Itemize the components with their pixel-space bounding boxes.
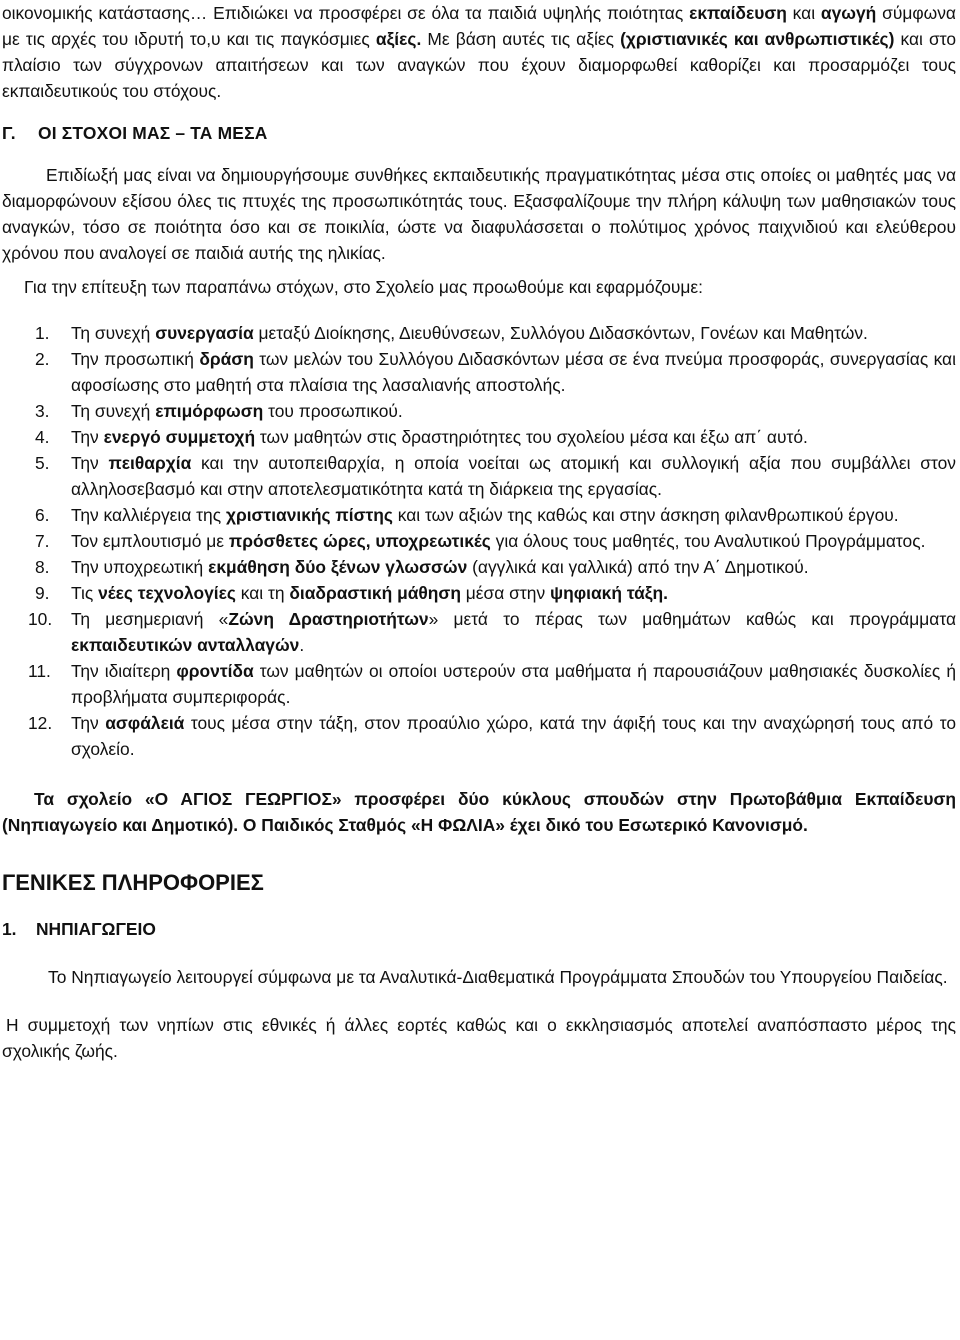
list-item: 7. Τον εμπλουτισμό με πρόσθετες ώρες, υποχρεωτικές για όλους τους μαθητές, του Αναλυτικού Προγράμματος. <box>2 528 956 554</box>
goals-paragraph: Επιδίωξή μας είναι να δημιουργήσουμε συνθήκες εκπαιδευτικής πραγματικότητας μέσα στις οποίες οι μαθητές μας να διαμορφώνουν εξίσου όλες τις πτυχές της προσωπικότητάς τους. Εξασφαλίζουμε την πλήρη κάλυψη των μαθησιακών τους αναγκών, τόσο σε ποιότητα όσο και σε ποικιλία, ώστε να διαφυλάσσεται ο πολύτιμος χρόνος παιχνιδιού και ελεύθερου χρόνου που αναλογεί σε παιδιά αυτής της ηλικίας. <box>2 165 956 263</box>
list-item: 2. Την προσωπική δράση των μελών του Συλλόγου Διδασκόντων μέσα σε ένα πνεύμα προσφοράς, συνεργασίας και αφοσίωσης στο μαθητή στα πλαίσια της λασαλιανής αποστολής. <box>2 346 956 398</box>
kindergarten-heading <box>2 916 956 942</box>
list-item-number: 6. <box>35 505 50 525</box>
intro-text: οικονομικής κατάστασης… Επιδιώκει να προσφέρει σε όλα τα παιδιά υψηλής ποιότητας <box>2 3 690 23</box>
intro-paragraph <box>2 0 956 104</box>
subsection-number: 1. <box>2 919 17 939</box>
section-letter: Γ. <box>2 123 16 143</box>
list-item: 8. Την υποχρεωτική εκμάθηση δύο ξένων γλωσσών (αγγλικά και γαλλικά) από την Α΄ Δημοτικού. <box>2 554 956 580</box>
kindergarten-paragraph: Το Νηπιαγωγείο λειτουργεί σύμφωνα με τα Αναλυτικά-Διαθεματικά Προγράμματα Σπουδών του Υπουργείου Παιδείας. <box>48 967 948 987</box>
goals-lead: Για την επίτευξη των παραπάνω στόχων, στο Σχολείο μας προωθούμε και εφαρμόζουμε: <box>24 277 703 297</box>
list-item-number: 9. <box>35 583 50 603</box>
list-item: 9. Τις νέες τεχνολογίες και τη διαδραστική μάθηση μέσα στην ψηφιακή τάξη. <box>2 580 956 606</box>
list-item-number: 4. <box>35 427 50 447</box>
list-item-number: 2. <box>35 349 50 369</box>
section-heading <box>2 120 956 146</box>
list-item-number: 11. <box>28 661 51 681</box>
list-item-number: 7. <box>35 531 50 551</box>
intro-text: σύμφωνα με τις αρχές του ιδρυτή το,υ και τις παγκόσμιες <box>2 3 956 49</box>
celebrations-paragraph: Η συμμετοχή των νηπίων στις εθνικές ή άλλες εορτές καθώς και ο εκκλησιασμός αποτελεί αναπόσπαστο μέρος της σχολικής ζωής. <box>2 1015 956 1061</box>
list-item-number: 3. <box>35 401 50 421</box>
intro-bold-values: αξίες. <box>375 29 422 49</box>
goals-list <box>2 320 956 762</box>
list-item: 5. Την πειθαρχία και την αυτοπειθαρχία, η οποία νοείται ως ατομική και συλλογική αξία που συμβάλλει στον αλληλοσεβασμό και στην αποτελεσματικότητα κατά τη διάρκεια της εργασίας. <box>2 450 956 502</box>
list-item-number: 12. <box>28 713 53 733</box>
intro-bold-upbringing: αγωγή <box>820 3 877 23</box>
intro-text: και <box>786 3 821 23</box>
list-item-number: 8. <box>35 557 50 577</box>
list-item: 10. Τη μεσημεριανή «Ζώνη Δραστηριοτήτων» μετά το πέρας των μαθημάτων καθώς και προγράμματα εκπαιδευτικών ανταλλαγών. <box>2 606 956 658</box>
list-item: 6. Την καλλιέργεια της χριστιανικής πίστης και των αξιών της καθώς και στην άσκηση φιλανθρωπικού έργου. <box>2 502 956 528</box>
list-item-number: 1. <box>35 323 50 343</box>
closing-paragraph: Τα σχολείο «Ο ΑΓΙΟΣ ΓΕΩΡΓΙΟΣ» προσφέρει δύο κύκλους σπουδών στην Πρωτοβάθμια Εκπαίδευση (Νηπιαγωγείο και Δημοτικό). Ο Παιδικός Σταθμός «Η ΦΩΛΙΑ» έχει δικό του Εσωτερικό Κανονισμό. <box>2 789 956 835</box>
list-item-number: 5. <box>35 453 50 473</box>
list-item: 1. Τη συνεχή συνεργασία μεταξύ Διοίκησης, Διευθύνσεων, Συλλόγου Διδασκόντων, Γονέων και Μαθητών. <box>2 320 956 346</box>
intro-text: και στο πλαίσιο των σύγχρονων απαιτήσεων και των αναγκών που έχουν διαμορφωθεί καθορίζει και προσαρμόζει τους εκπαιδευτικούς του στόχους. <box>2 29 957 101</box>
list-item: 12. Την ασφάλειά τους μέσα στην τάξη, στον προαύλιο χώρο, κατά την άφιξή τους και την αναχώρησή τους από το σχολείο. <box>2 710 956 762</box>
subsection-title: ΝΗΠΙΑΓΩΓΕΙΟ <box>36 919 156 939</box>
list-item: 11. Την ιδιαίτερη φροντίδα των μαθητών οι οποίοι υστερούν στα μαθήματα ή παρουσιάζουν μαθησιακές δυσκολίες ή προβλήματα συμπεριφοράς. <box>2 658 956 710</box>
general-info-title: ΓΕΝΙΚΕΣ ΠΛΗΡΟΦΟΡΙΕΣ <box>2 870 264 895</box>
section-title: ΟΙ ΣΤΟΧΟΙ ΜΑΣ – ΤΑ ΜΕΣΑ <box>38 123 268 143</box>
list-item-number: 10. <box>28 609 53 629</box>
list-item: 3. Τη συνεχή επιμόρφωση του προσωπικού. <box>2 398 956 424</box>
intro-bold-education: εκπαίδευση <box>689 3 787 23</box>
list-item: 4. Την ενεργό συμμετοχή των μαθητών στις δραστηριότητες του σχολείου μέσα και έξω απ΄ αυτό. <box>2 424 956 450</box>
intro-text: Με βάση αυτές τις αξίες <box>421 29 621 49</box>
intro-bold-christian: (χριστιανικές και ανθρωπιστικές) <box>620 29 895 49</box>
